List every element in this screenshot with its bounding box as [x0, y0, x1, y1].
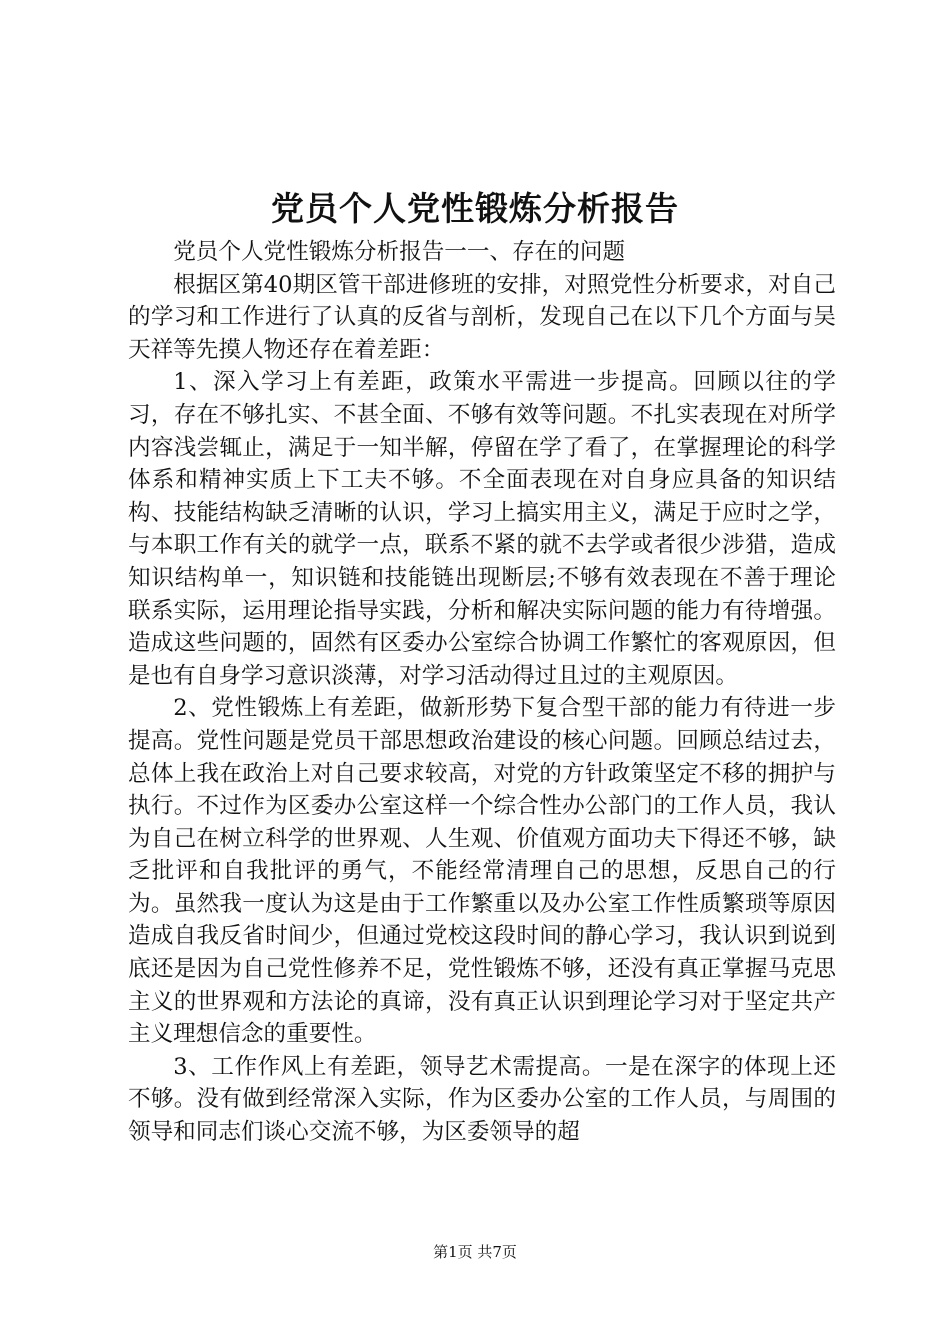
paragraph-point-2: 2、党性锻炼上有差距，做新形势下复合型干部的能力有待进一步提高。党性问题是党员干部思想政治建设的核心问题。回顾总结过去，总体上我在政治上对自己要求较高，对党的方针政策坚定不移的拥护与执行。不过作为区委办公室这样一个综合性办公部门的工作人员，我认为自己在树立科学的世界观、人生观、价值观方面功夫下得还不够，缺乏批评和自我批评的勇气，不能经常清理自己的思想，反思自己的行为。虽然我一度认为这是由于工作繁重以及办公室工作性质繁琐等原因造成自我反省时间少，但通过党校这段时间的静心学习，我认识到说到底还是因为自己党性修养不足，党性锻炼不够，还没有真正掌握马克思主义的世界观和方法论的真谛，没有真正认识到理论学习对于坚定共产主义理想信念的重要性。: [128, 695, 836, 1048]
page-indicator: 第1页 共7页: [433, 1243, 517, 1261]
paragraph-point-3: 3、工作作风上有差距，领导艺术需提高。一是在深字的体现上还不够。没有做到经常深入实际，作为区委办公室的工作人员，与周围的领导和同志们谈心交流不够，为区委领导的超: [128, 1053, 836, 1146]
document-title: 党员个人党性锻炼分析报告: [271, 189, 679, 228]
paragraph-point-1: 1、深入学习上有差距，政策水平需进一步提高。回顾以往的学习，存在不够扎实、不甚全面、不够有效等问题。不扎实表现在对所学内容浅尝辄止，满足于一知半解，停留在学了看了，在掌握理论的科学体系和精神实质上下工夫不够。不全面表现在对自身应具备的知识结构、技能结构缺乏清晰的认识，学习上搞实用主义，满足于应时之学，与本职工作有关的就学一点，联系不紧的就不去学或者很少涉猎，造成知识结构单一，知识链和技能链出现断层;不够有效表现在不善于理论联系实际，运用理论指导实践，分析和解决实际问题的能力有待增强。造成这些问题的，固然有区委办公室综合协调工作繁忙的客观原因，但是也有自身学习意识淡薄，对学习活动得过且过的主观原因。: [128, 369, 836, 689]
document-body: [128, 236, 836, 1149]
paragraph-context: 根据区第40期区管干部进修班的安排，对照党性分析要求，对自己的学习和工作进行了认真的反省与剖析，发现自己在以下几个方面与吴天祥等先摸人物还存在着差距：: [128, 271, 836, 363]
paragraph-intro: 党员个人党性锻炼分析报告一一、存在的问题: [173, 239, 626, 265]
